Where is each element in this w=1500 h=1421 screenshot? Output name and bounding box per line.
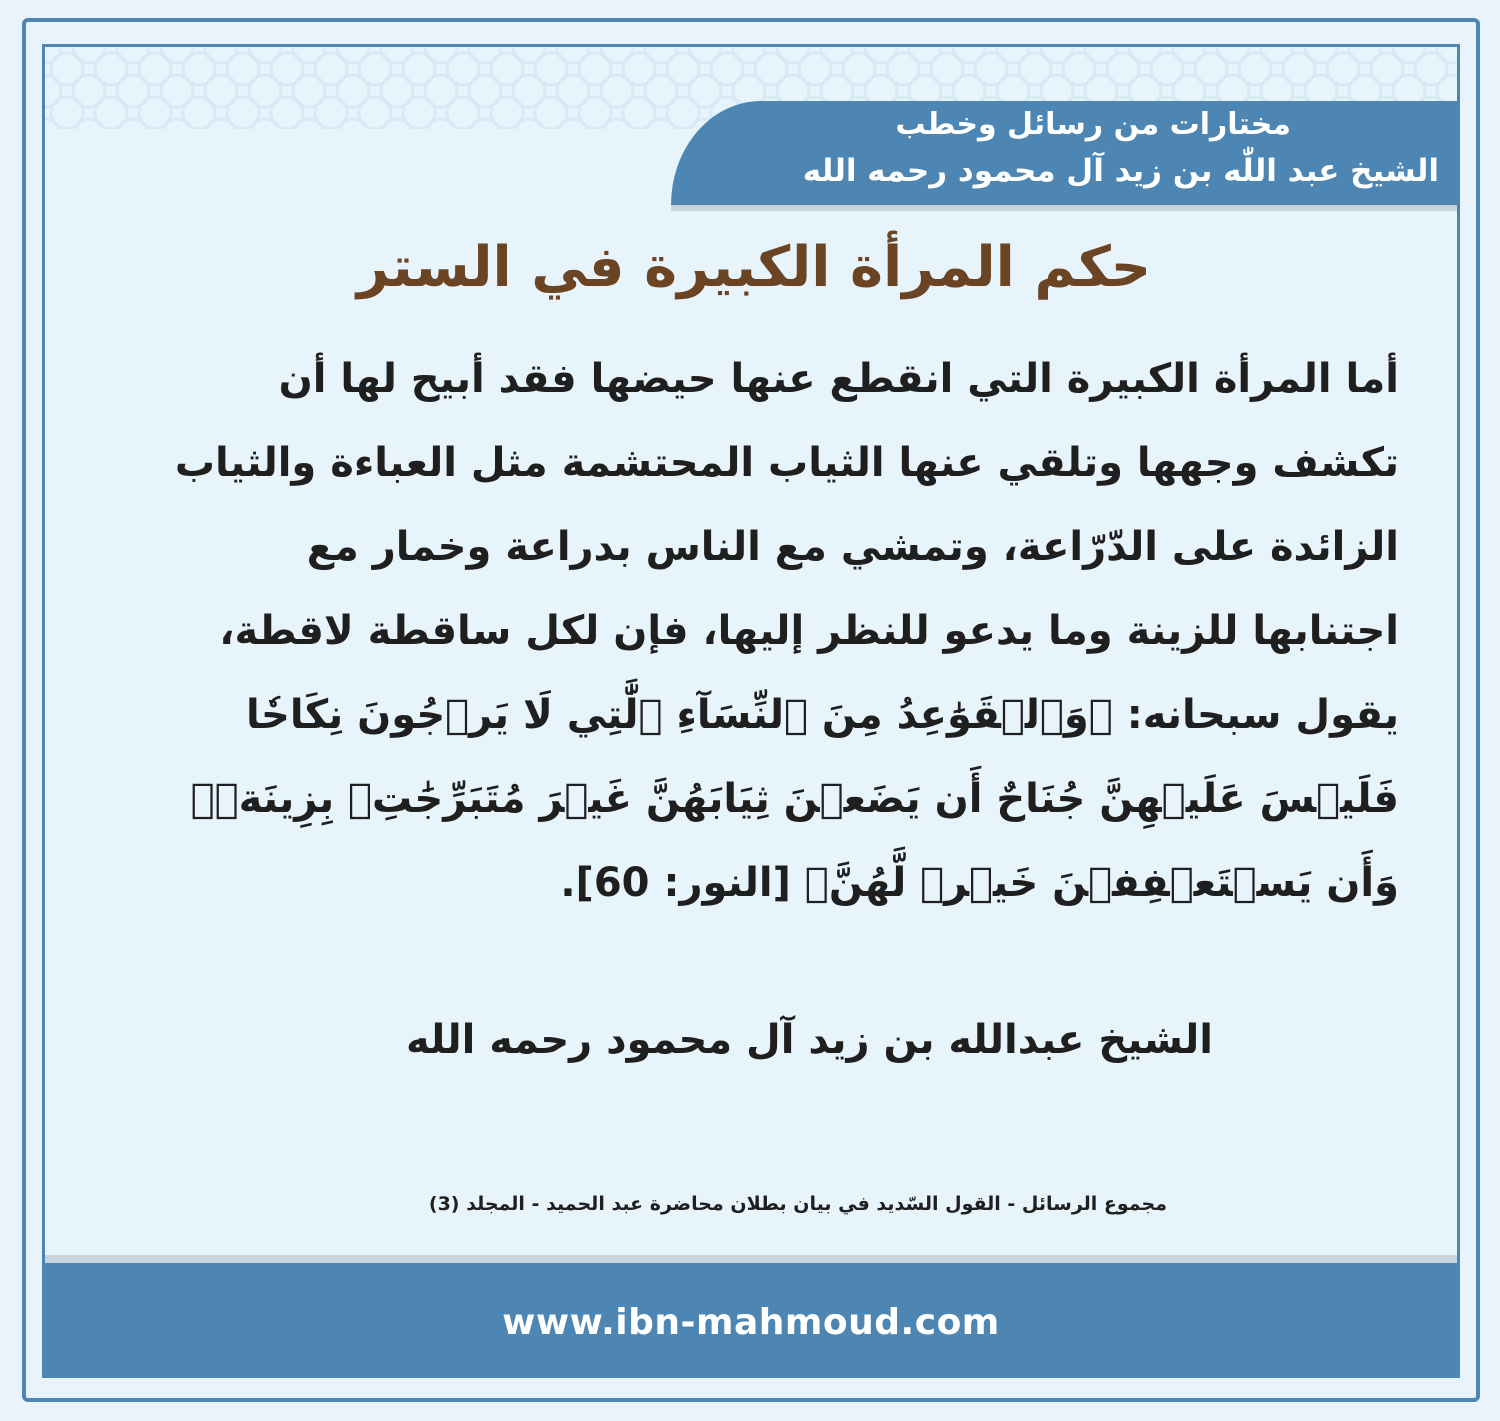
content-card <box>42 44 1460 1378</box>
website-link[interactable]: www.ibn-mahmoud.com <box>502 1301 1000 1343</box>
page-title: حكم المرأة الكبيرة في الستر <box>356 235 1152 300</box>
header-author-name: الشيخ عبد اللّٰه بن زيد آل محمود رحمه الله <box>802 153 1439 189</box>
source-citation: مجموع الرسائل - القول السّديد في بيان بطلان محاضرة عبد الحميد - المجلد (3) <box>428 1193 1167 1215</box>
author-signature: الشيخ عبدالله بن زيد آل محمود رحمه الله <box>406 1017 1213 1063</box>
footer-band <box>45 1263 1457 1378</box>
outer-frame <box>22 18 1480 1402</box>
header-banner <box>671 101 1457 205</box>
body-paragraph: أما المرأة الكبيرة التي انقطع عنها حيضها فقد أبيح لها أن تكشف وجهها وتلقي عنها الثياب المحتشمة مثل العباءة والثياب الزائدة على الدّرّاعة، وتمشي مع الناس بدراعة وخمار مع اجتنابها للزينة وما يدعو للنظر إليها، فإن لكل ساقطة لاقطة، يقول سبحانه: ﴿وَٱلۡقَوَٰعِدُ مِنَ ٱلنِّسَآءِ ٱلَّٰتِي لَا يَرۡجُونَ نِكَاحٗا فَلَيۡسَ عَلَيۡهِنَّ جُنَاحٌ أَن يَضَعۡنَ ثِيَابَهُنَّ غَيۡرَ مُتَبَرِّجَٰتِۭ بِزِينَةٖۖ وَأَن يَسۡتَعۡفِفۡنَ خَيۡرٞ لَّهُنَّ﴾ [النور: 60]. <box>174 356 1399 906</box>
header-collection-title: مختارات من رسائل وخطب <box>895 107 1291 142</box>
footer-divider <box>45 1255 1457 1263</box>
